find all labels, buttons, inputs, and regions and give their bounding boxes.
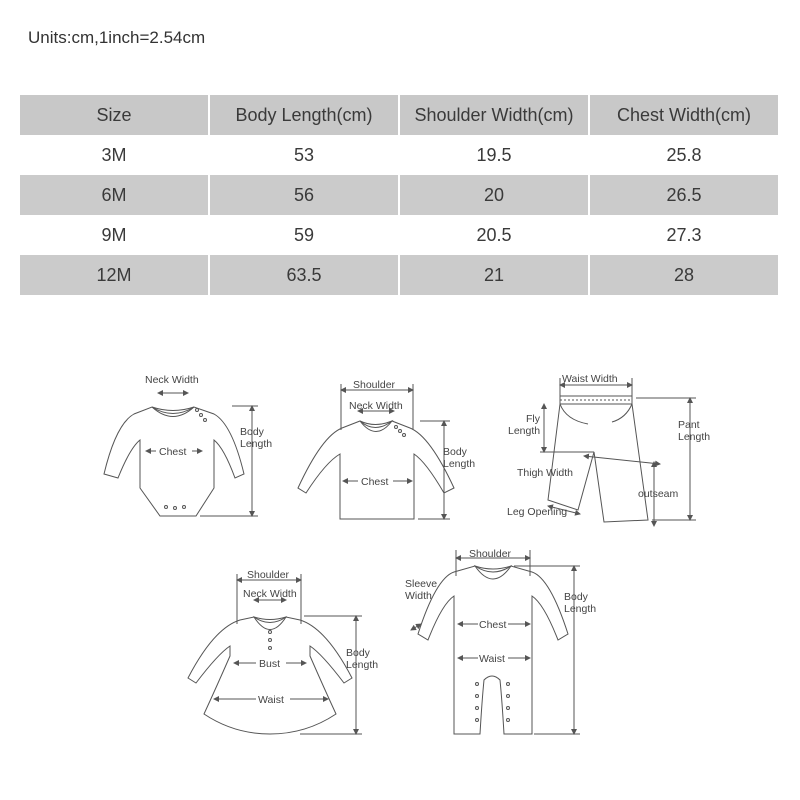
cell-shoulder-width: 20.5: [476, 224, 512, 245]
cell-size: 6M: [20, 175, 208, 215]
romper-chest-label: Chest: [479, 619, 507, 631]
pants-pant-label: Pant: [678, 419, 700, 431]
romper-shoulder-label: Shoulder: [469, 548, 512, 560]
cell-body-length: 63.5: [210, 255, 398, 295]
pants-thigh-width-label: Thigh Width: [517, 467, 574, 479]
top-body-label: Body: [443, 446, 467, 458]
bodysuit-length-label: Length: [240, 438, 273, 450]
bodysuit-neck-width-label: Neck Width: [145, 374, 199, 386]
header-chest-width: Chest Width(cm): [590, 95, 778, 135]
cell-size: 9M: [101, 224, 127, 245]
dress-neck-width-label: Neck Width: [243, 588, 297, 600]
units-note: Units:cm,1inch=2.54cm: [28, 28, 206, 47]
romper-waist-label: Waist: [479, 653, 505, 665]
table-row: [20, 215, 778, 255]
cell-chest-width: 27.3: [666, 224, 702, 245]
bodysuit-body-label: Body: [240, 426, 264, 438]
pants-diagram: [540, 378, 696, 526]
pants-fly-label: Fly: [526, 413, 540, 425]
cell-shoulder-width: 21: [400, 255, 588, 295]
pants-leg-opening-label: Leg Opening: [507, 506, 568, 518]
dress-waist-label: Waist: [258, 694, 284, 706]
romper-sleeve-label: Sleeve: [405, 578, 438, 590]
pants-outseam-label: outseam: [638, 488, 679, 500]
romper-length-label: Length: [564, 603, 597, 615]
cell-chest-width: 26.5: [590, 175, 778, 215]
bodysuit-chest-label: Chest: [159, 446, 187, 458]
header-body-length: Body Length(cm): [210, 95, 398, 135]
cell-body-length: 53: [293, 144, 315, 165]
table-row: [20, 255, 778, 295]
dress-body-label: Body: [346, 647, 370, 659]
top-chest-label: Chest: [361, 476, 389, 488]
measurement-diagrams: [0, 360, 800, 780]
cell-size: 3M: [101, 144, 127, 165]
cell-body-length: 59: [293, 224, 315, 245]
cell-shoulder-width: 20: [400, 175, 588, 215]
cell-chest-width: 28: [590, 255, 778, 295]
top-length-label: Length: [443, 458, 476, 470]
header-size: Size: [20, 95, 208, 135]
cell-body-length: 56: [210, 175, 398, 215]
top-shoulder-label: Shoulder: [353, 379, 396, 391]
pants-pant-length-label: Length: [678, 431, 711, 443]
cell-size: 12M: [20, 255, 208, 295]
table-row: [20, 135, 778, 175]
romper-width-label: Width: [405, 590, 432, 602]
header-shoulder-width: Shoulder Width(cm): [400, 95, 588, 135]
cell-chest-width: 25.8: [666, 144, 702, 165]
dress-length-label: Length: [346, 659, 379, 671]
top-neck-width-label: Neck Width: [349, 400, 403, 412]
pants-waist-width-label: Waist Width: [562, 373, 618, 385]
size-chart-table: [18, 95, 780, 295]
table-row: [20, 175, 778, 215]
table-header-row: [20, 95, 778, 135]
pants-fly-length-label: Length: [508, 425, 541, 437]
romper-body-label: Body: [564, 591, 588, 603]
cell-shoulder-width: 19.5: [476, 144, 512, 165]
dress-shoulder-label: Shoulder: [247, 569, 290, 581]
dress-bust-label: Bust: [259, 658, 281, 670]
